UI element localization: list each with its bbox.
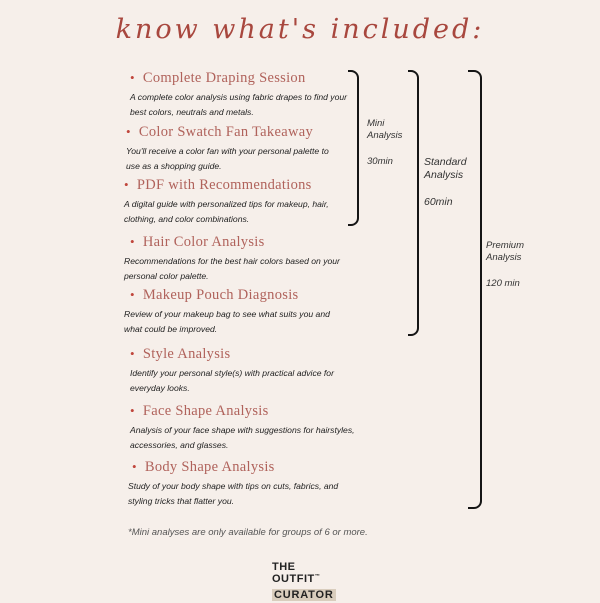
item-description-line: Recommendations for the best hair colors based on your: [124, 256, 340, 266]
trademark-symbol: ™: [314, 573, 321, 580]
item-title: Color Swatch Fan Takeaway: [138, 124, 313, 140]
item-description-line: best colors, neutrals and metals.: [130, 107, 254, 117]
item-makeup-pouch-diagnosis: [124, 287, 330, 337]
footnote: *Mini analyses are only available for groups of 6 or more.: [128, 527, 368, 538]
bullet-icon: •: [130, 346, 135, 361]
item-description-line: accessories, and glasses.: [130, 440, 229, 450]
package-duration: 120 min: [486, 278, 520, 289]
package-name-line: Standard: [424, 156, 467, 168]
package-name-line: Analysis: [367, 130, 403, 141]
item-hair-color-analysis: [124, 234, 340, 284]
mini-analysis-label: [367, 118, 402, 168]
package-name-line: Premium: [486, 240, 525, 251]
bullet-icon: •: [130, 234, 135, 249]
item-description-line: Analysis of your face shape with suggestions for hairstyles,: [130, 425, 355, 435]
bullet-icon: •: [126, 124, 131, 139]
item-description-line: personal color palette.: [124, 271, 209, 281]
standard-analysis-bracket: [408, 70, 419, 336]
item-body-shape-analysis: [128, 459, 339, 509]
brand-logo: [272, 561, 336, 603]
bullet-icon: •: [130, 70, 135, 85]
item-complete-draping-session: [130, 70, 347, 120]
item-title: Makeup Pouch Diagnosis: [142, 287, 299, 303]
premium-analysis-label: [486, 240, 524, 290]
mini-analysis-bracket: [348, 70, 359, 226]
item-description-line: everyday looks.: [130, 383, 190, 393]
item-description-line: A complete color analysis using fabric drapes to find your: [130, 92, 348, 102]
package-duration: 60min: [424, 196, 453, 208]
item-description-line: A digital guide with personalized tips for makeup, hair,: [124, 199, 329, 209]
item-title: Style Analysis: [142, 346, 231, 362]
page-title: know what's included:: [115, 14, 485, 45]
item-title: Hair Color Analysis: [142, 234, 265, 250]
item-pdf-with-recommendations: [124, 177, 329, 227]
item-color-swatch-fan-takeaway: [126, 124, 329, 174]
item-description-line: You'll receive a color fan with your personal palette to: [126, 146, 329, 156]
bullet-icon: •: [130, 403, 135, 418]
item-description-line: Study of your body shape with tips on cuts, fabrics, and: [128, 481, 339, 491]
standard-analysis-label: [424, 156, 467, 209]
item-title: Complete Draping Session: [142, 70, 306, 86]
package-duration: 30min: [367, 156, 393, 167]
item-face-shape-analysis: [130, 403, 355, 453]
bullet-icon: •: [132, 459, 137, 474]
item-title: PDF with Recommendations: [136, 177, 312, 193]
item-description-line: styling tricks that flatter you.: [128, 496, 235, 506]
premium-analysis-bracket: [468, 70, 482, 509]
item-description-line: what could be improved.: [124, 324, 218, 334]
package-name-line: Analysis: [486, 252, 522, 263]
package-name-line: Mini: [367, 118, 385, 129]
logo-line-1: THE OUTFIT: [272, 561, 315, 585]
item-description-line: use as a shopping guide.: [126, 161, 222, 171]
item-title: Body Shape Analysis: [144, 459, 275, 475]
item-description-line: Identify your personal style(s) with practical advice for: [130, 368, 334, 378]
package-name-line: Analysis: [424, 169, 464, 181]
item-style-analysis: [130, 346, 334, 396]
item-description-line: clothing, and color combinations.: [124, 214, 250, 224]
item-description-line: Review of your makeup bag to see what suits you and: [124, 309, 330, 319]
bullet-icon: •: [124, 177, 129, 192]
logo-line-2: CURATOR: [274, 589, 334, 601]
item-title: Face Shape Analysis: [142, 403, 269, 419]
bullet-icon: •: [130, 287, 135, 302]
